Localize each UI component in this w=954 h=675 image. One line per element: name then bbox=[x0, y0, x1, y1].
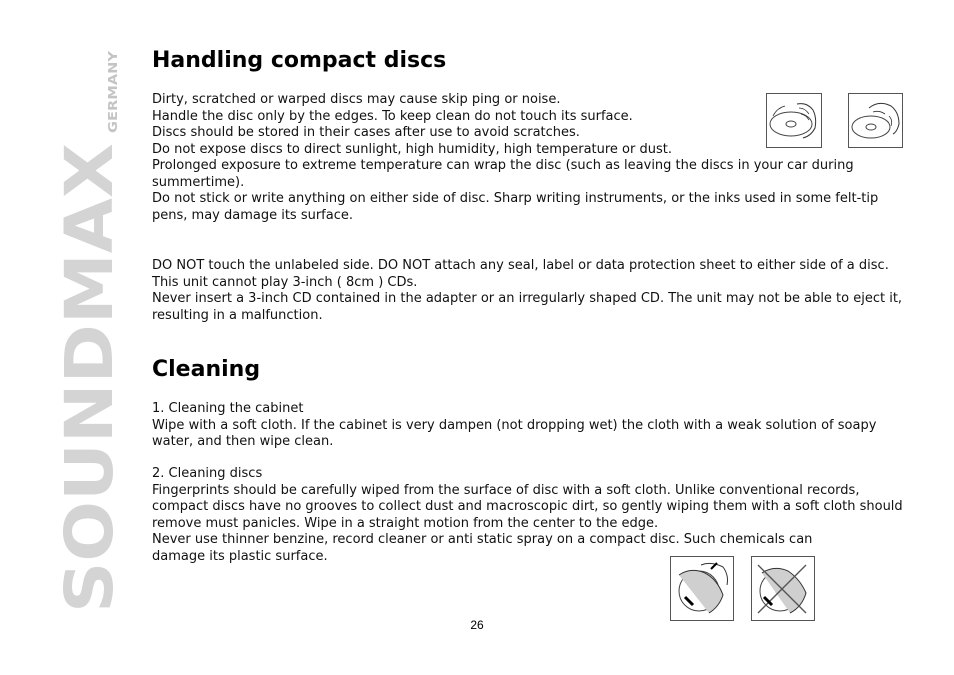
brand-name: SOUNDMAX bbox=[51, 178, 128, 613]
page-number: 26 bbox=[470, 618, 484, 632]
brand-tagline: GERMANY bbox=[106, 65, 120, 133]
section-title-handling: Handling compact discs bbox=[152, 48, 447, 73]
cleaning-discs-text-2: Never use thinner benzine, record cleaner or anti static spray on a compact disc. Such chemicals can damage its plastic surface. bbox=[152, 532, 813, 564]
cleaning-cabinet-paragraph bbox=[152, 401, 907, 451]
soundmax-logo-svg bbox=[50, 48, 128, 613]
handling2-line-2: This unit cannot play 3-inch ( 8cm ) CDs. bbox=[152, 274, 418, 290]
handling-paragraph bbox=[152, 92, 762, 158]
section-title-cleaning: Cleaning bbox=[152, 357, 261, 382]
cleaning-discs-paragraph bbox=[152, 466, 907, 566]
cleaning-cabinet-heading: 1. Cleaning the cabinet bbox=[152, 401, 304, 416]
handling-line-1: Dirty, scratched or warped discs may cause skip ping or noise. bbox=[152, 92, 561, 107]
illustration-wipe-disc-incorrect bbox=[751, 556, 815, 621]
handling-line-4: Do not expose discs to direct sunlight, high humidity, high temperature or dust. bbox=[152, 141, 672, 157]
cleaning-discs-heading: 2. Cleaning discs bbox=[152, 466, 263, 481]
illustration-hold-disc-hand bbox=[848, 93, 903, 148]
handling-paragraph-2 bbox=[152, 258, 907, 324]
cleaning-cabinet-text: Wipe with a soft cloth. If the cabinet is very dampen (not dropping wet) the cloth with a weak solution of soapy water, and then wipe clean. bbox=[152, 417, 877, 450]
handling-paragraph-cont bbox=[152, 158, 907, 224]
cleaning-discs-text: Fingerprints should be carefully wiped from the surface of disc with a soft cloth. Unlike conventional records, compact discs have no grooves to collect dust and macroscopic dirt, so gently wiping them with a soft cloth should remove must panicles. Wipe in a straight motion from the center to the edge. bbox=[152, 482, 903, 531]
handling2-line-3: Never insert a 3-inch CD contained in the adapter or an irregularly shaped CD. The unit may not be able to eject it, resulting in a malfunction. bbox=[152, 291, 903, 323]
handling-line-3: Discs should be stored in their cases after use to avoid scratches. bbox=[152, 125, 580, 141]
handling-line-6: Do not stick or write anything on either side of disc. Sharp writing instruments, or the inks used in some felt-tip pens, may damage its surface. bbox=[152, 191, 879, 223]
brand-logo bbox=[50, 48, 128, 613]
handling-line-5: Prolonged exposure to extreme temperature can wrap the disc (such as leaving the discs in your car during summertime). bbox=[152, 158, 854, 190]
illustration-hold-disc-edges bbox=[766, 93, 822, 148]
handling2-line-1: DO NOT touch the unlabeled side. DO NOT attach any seal, label or data protection sheet to either side of a disc. bbox=[152, 258, 889, 273]
illustration-wipe-disc-correct bbox=[670, 556, 734, 621]
handling-line-2: Handle the disc only by the edges. To keep clean do not touch its surface. bbox=[152, 108, 633, 124]
